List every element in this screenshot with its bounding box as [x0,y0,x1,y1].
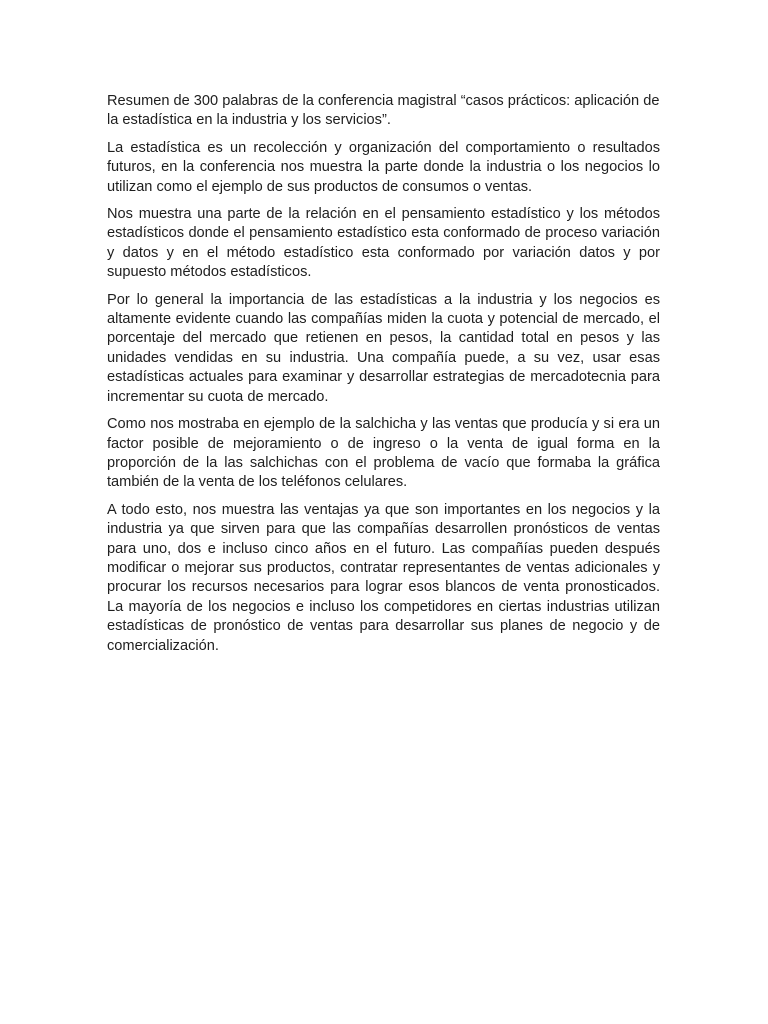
paragraph-2: Nos muestra una parte de la relación en el pensamiento estadístico y los métodos estadísticos donde el pensamiento estadístico esta conformado de proceso variación y datos y en el método estadístico esta conformado por variación datos y por supuesto métodos estadísticos. [107,206,660,281]
paragraph-1: La estadística es un recolección y organización del comportamiento o resultados futuros, en la conferencia nos muestra la parte donde la industria o los negocios lo utilizan como el ejemplo de sus productos de consumos o ventas. [107,139,660,195]
paragraph-5: A todo esto, nos muestra las ventajas ya que son importantes en los negocios y la industria ya que sirven para que las compañías desarrollen pronósticos de ventas para uno, dos e incluso cinco años en el futuro. Las compañías pueden después modificar o mejorar sus productos, contratar representantes de ventas adicionales y procurar los recursos necesarios para lograr esos blancos de venta pronosticados. La mayoría de los negocios e incluso los competidores en ciertas industrias utilizan estadísticas de pronóstico de ventas para desarrollar sus planes de negocio y de comercialización. [107,501,660,654]
paragraph-3: Por lo general la importancia de las estadísticas a la industria y los negocios es altamente evidente cuando las compañías miden la cuota y potencial de mercado, el porcentaje del mercado que retienen en pesos, la cantidad total en pesos y las unidades vendidas en su industria. Una compañía puede, a su vez, usar esas estadísticas actuales para examinar y desarrollar estrategias de mercadotecnia para incrementar su cuota de mercado. [107,291,660,405]
document-page [107,92,660,664]
document-title: Resumen de 300 palabras de la conferencia magistral “casos prácticos: aplicación de la estadística en la industria y los servicios”. [107,93,660,129]
paragraph-4: Como nos mostraba en ejemplo de la salchicha y las ventas que producía y si era un factor posible de mejoramiento o de ingreso o la venta de igual forma en la proporción de la las salchichas con el problema de vacío que formaba la gráfica también de la venta de los teléfonos celulares. [107,416,660,491]
